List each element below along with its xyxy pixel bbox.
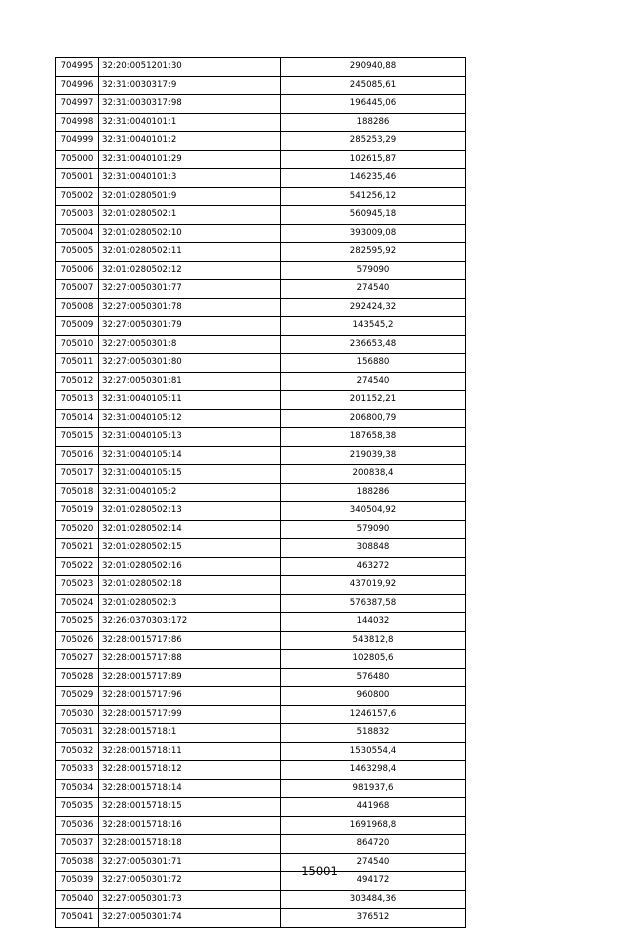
cadastral-number-cell: 32:28:0015718:16 <box>99 816 281 835</box>
cadastral-number-cell: 32:31:0040101:2 <box>99 132 281 151</box>
row-id-cell: 705010 <box>56 335 99 354</box>
cadastral-number-cell: 32:01:0280502:10 <box>99 224 281 243</box>
value-cell: 206800,79 <box>281 409 466 428</box>
table-row <box>56 594 466 613</box>
cadastral-number-cell: 32:01:0280502:12 <box>99 261 281 280</box>
table-row <box>56 668 466 687</box>
cadastral-number-cell: 32:27:0050301:73 <box>99 890 281 909</box>
cadastral-number-cell: 32:28:0015718:15 <box>99 798 281 817</box>
cadastral-number-cell: 32:01:0280502:1 <box>99 206 281 225</box>
value-cell: 282595,92 <box>281 243 466 262</box>
cadastral-number-cell: 32:27:0050301:79 <box>99 317 281 336</box>
row-id-cell: 705018 <box>56 483 99 502</box>
row-id-cell: 704997 <box>56 95 99 114</box>
table-row <box>56 613 466 632</box>
row-id-cell: 705032 <box>56 742 99 761</box>
table-row <box>56 113 466 132</box>
table-row <box>56 465 466 484</box>
row-id-cell: 705003 <box>56 206 99 225</box>
cadastral-number-cell: 32:01:0280502:18 <box>99 576 281 595</box>
value-cell: 541256,12 <box>281 187 466 206</box>
row-id-cell: 704998 <box>56 113 99 132</box>
row-id-cell: 705026 <box>56 631 99 650</box>
value-cell: 393009,08 <box>281 224 466 243</box>
cadastral-number-cell: 32:26:0370303:172 <box>99 613 281 632</box>
value-cell: 1530554,4 <box>281 742 466 761</box>
row-id-cell: 705012 <box>56 372 99 391</box>
cadastral-number-cell: 32:28:0015717:89 <box>99 668 281 687</box>
value-cell: 560945,18 <box>281 206 466 225</box>
row-id-cell: 705013 <box>56 391 99 410</box>
value-cell: 340504,92 <box>281 502 466 521</box>
value-cell: 102615,87 <box>281 150 466 169</box>
cadastral-number-cell: 32:28:0015718:1 <box>99 724 281 743</box>
value-cell: 494172 <box>281 872 466 891</box>
value-cell: 156880 <box>281 354 466 373</box>
value-cell: 143545,2 <box>281 317 466 336</box>
cadastral-number-cell: 32:27:0050301:72 <box>99 872 281 891</box>
cadastral-number-cell: 32:27:0050301:74 <box>99 909 281 928</box>
row-id-cell: 705014 <box>56 409 99 428</box>
row-id-cell: 705002 <box>56 187 99 206</box>
value-cell: 292424,32 <box>281 298 466 317</box>
row-id-cell: 705015 <box>56 428 99 447</box>
cadastral-number-cell: 32:20:0051201:30 <box>99 58 281 77</box>
row-id-cell: 705007 <box>56 280 99 299</box>
row-id-cell: 705020 <box>56 520 99 539</box>
table-row <box>56 95 466 114</box>
cadastral-number-cell: 32:31:0030317:9 <box>99 76 281 95</box>
row-id-cell: 705039 <box>56 872 99 891</box>
table-row <box>56 446 466 465</box>
cadastral-number-cell: 32:28:0015718:12 <box>99 761 281 780</box>
row-id-cell: 704996 <box>56 76 99 95</box>
value-cell: 102805,6 <box>281 650 466 669</box>
table-row <box>56 280 466 299</box>
value-cell: 518832 <box>281 724 466 743</box>
row-id-cell: 705024 <box>56 594 99 613</box>
row-id-cell: 705009 <box>56 317 99 336</box>
row-id-cell: 704995 <box>56 58 99 77</box>
table-row <box>56 150 466 169</box>
value-cell: 285253,29 <box>281 132 466 151</box>
row-id-cell: 705016 <box>56 446 99 465</box>
value-cell: 308848 <box>281 539 466 558</box>
value-cell: 200838,4 <box>281 465 466 484</box>
value-cell: 463272 <box>281 557 466 576</box>
value-cell: 144032 <box>281 613 466 632</box>
cadastral-number-cell: 32:31:0040105:12 <box>99 409 281 428</box>
value-cell: 236653,48 <box>281 335 466 354</box>
row-id-cell: 705027 <box>56 650 99 669</box>
value-cell: 274540 <box>281 280 466 299</box>
cadastral-number-cell: 32:01:0280501:9 <box>99 187 281 206</box>
value-cell: 274540 <box>281 372 466 391</box>
cadastral-number-cell: 32:31:0040105:15 <box>99 465 281 484</box>
table-row <box>56 835 466 854</box>
row-id-cell: 705030 <box>56 705 99 724</box>
row-id-cell: 705025 <box>56 613 99 632</box>
value-cell: 576387,58 <box>281 594 466 613</box>
table-row <box>56 169 466 188</box>
table-row <box>56 890 466 909</box>
page-number: 15001 <box>301 864 338 878</box>
value-cell: 441968 <box>281 798 466 817</box>
row-id-cell: 705011 <box>56 354 99 373</box>
cadastral-number-cell: 32:01:0280502:11 <box>99 243 281 262</box>
table-row <box>56 520 466 539</box>
table-body <box>56 58 466 928</box>
value-cell: 274540 <box>281 853 466 872</box>
row-id-cell: 705017 <box>56 465 99 484</box>
table-row <box>56 261 466 280</box>
table-row <box>56 428 466 447</box>
cadastral-number-cell: 32:31:0040101:3 <box>99 169 281 188</box>
table-row <box>56 909 466 928</box>
row-id-cell: 705040 <box>56 890 99 909</box>
cadastral-number-cell: 32:27:0050301:77 <box>99 280 281 299</box>
table-row <box>56 224 466 243</box>
cadastral-number-cell: 32:01:0280502:3 <box>99 594 281 613</box>
table-row <box>56 58 466 77</box>
cadastral-number-cell: 32:28:0015718:14 <box>99 779 281 798</box>
value-cell: 219039,38 <box>281 446 466 465</box>
table-row <box>56 557 466 576</box>
table-row <box>56 298 466 317</box>
value-cell: 187658,38 <box>281 428 466 447</box>
table-row <box>56 724 466 743</box>
value-cell: 188286 <box>281 113 466 132</box>
value-cell: 188286 <box>281 483 466 502</box>
table-row <box>56 335 466 354</box>
value-cell: 245085,61 <box>281 76 466 95</box>
cadastral-number-cell: 32:31:0040105:14 <box>99 446 281 465</box>
cadastral-number-cell: 32:27:0050301:8 <box>99 335 281 354</box>
row-id-cell: 705038 <box>56 853 99 872</box>
row-id-cell: 705035 <box>56 798 99 817</box>
value-cell: 1246157,6 <box>281 705 466 724</box>
row-id-cell: 705033 <box>56 761 99 780</box>
value-cell: 579090 <box>281 520 466 539</box>
row-id-cell: 705019 <box>56 502 99 521</box>
value-cell: 303484,36 <box>281 890 466 909</box>
row-id-cell: 705028 <box>56 668 99 687</box>
row-id-cell: 705008 <box>56 298 99 317</box>
cadastral-number-cell: 32:31:0040101:1 <box>99 113 281 132</box>
row-id-cell: 705000 <box>56 150 99 169</box>
table-row <box>56 187 466 206</box>
value-cell: 576480 <box>281 668 466 687</box>
table-row <box>56 502 466 521</box>
table-row <box>56 742 466 761</box>
table-row <box>56 483 466 502</box>
cadastral-number-cell: 32:28:0015717:96 <box>99 687 281 706</box>
cadastral-number-cell: 32:31:0040101:29 <box>99 150 281 169</box>
table-row <box>56 650 466 669</box>
cadastral-number-cell: 32:31:0040105:13 <box>99 428 281 447</box>
row-id-cell: 705029 <box>56 687 99 706</box>
table-row <box>56 761 466 780</box>
table-row <box>56 372 466 391</box>
value-cell: 1463298,4 <box>281 761 466 780</box>
table-row <box>56 779 466 798</box>
table-row <box>56 354 466 373</box>
cadastral-number-cell: 32:27:0050301:71 <box>99 853 281 872</box>
cadastral-number-cell: 32:01:0280502:14 <box>99 520 281 539</box>
cadastral-number-cell: 32:01:0280502:15 <box>99 539 281 558</box>
table-row <box>56 631 466 650</box>
row-id-cell: 705023 <box>56 576 99 595</box>
row-id-cell: 705005 <box>56 243 99 262</box>
value-cell: 981937,6 <box>281 779 466 798</box>
table-row <box>56 539 466 558</box>
cadastral-number-cell: 32:27:0050301:80 <box>99 354 281 373</box>
value-cell: 196445,06 <box>281 95 466 114</box>
cadastral-number-cell: 32:28:0015717:88 <box>99 650 281 669</box>
row-id-cell: 705036 <box>56 816 99 835</box>
cadastral-number-cell: 32:28:0015717:86 <box>99 631 281 650</box>
cadastral-number-cell: 32:28:0015717:99 <box>99 705 281 724</box>
value-cell: 864720 <box>281 835 466 854</box>
table-row <box>56 576 466 595</box>
cadastral-value-table <box>55 57 466 928</box>
cadastral-number-cell: 32:31:0030317:98 <box>99 95 281 114</box>
value-cell: 437019,92 <box>281 576 466 595</box>
value-cell: 579090 <box>281 261 466 280</box>
cadastral-number-cell: 32:27:0050301:78 <box>99 298 281 317</box>
cadastral-number-cell: 32:28:0015718:18 <box>99 835 281 854</box>
table-row <box>56 687 466 706</box>
cadastral-number-cell: 32:01:0280502:13 <box>99 502 281 521</box>
table-row <box>56 705 466 724</box>
table-row <box>56 816 466 835</box>
table-row <box>56 243 466 262</box>
value-cell: 201152,21 <box>281 391 466 410</box>
row-id-cell: 705034 <box>56 779 99 798</box>
row-id-cell: 705031 <box>56 724 99 743</box>
cadastral-number-cell: 32:27:0050301:81 <box>99 372 281 391</box>
row-id-cell: 705021 <box>56 539 99 558</box>
value-cell: 376512 <box>281 909 466 928</box>
row-id-cell: 705004 <box>56 224 99 243</box>
value-cell: 960800 <box>281 687 466 706</box>
value-cell: 1691968,8 <box>281 816 466 835</box>
table-row <box>56 206 466 225</box>
table-row <box>56 132 466 151</box>
row-id-cell: 705037 <box>56 835 99 854</box>
table-row <box>56 798 466 817</box>
cadastral-number-cell: 32:28:0015718:11 <box>99 742 281 761</box>
table-row <box>56 76 466 95</box>
row-id-cell: 705041 <box>56 909 99 928</box>
cadastral-number-cell: 32:31:0040105:11 <box>99 391 281 410</box>
value-cell: 290940,88 <box>281 58 466 77</box>
row-id-cell: 705022 <box>56 557 99 576</box>
row-id-cell: 705006 <box>56 261 99 280</box>
table-row <box>56 317 466 336</box>
row-id-cell: 704999 <box>56 132 99 151</box>
cadastral-number-cell: 32:31:0040105:2 <box>99 483 281 502</box>
row-id-cell: 705001 <box>56 169 99 188</box>
table-row <box>56 391 466 410</box>
table-row <box>56 409 466 428</box>
cadastral-number-cell: 32:01:0280502:16 <box>99 557 281 576</box>
value-cell: 543812,8 <box>281 631 466 650</box>
value-cell: 146235,46 <box>281 169 466 188</box>
